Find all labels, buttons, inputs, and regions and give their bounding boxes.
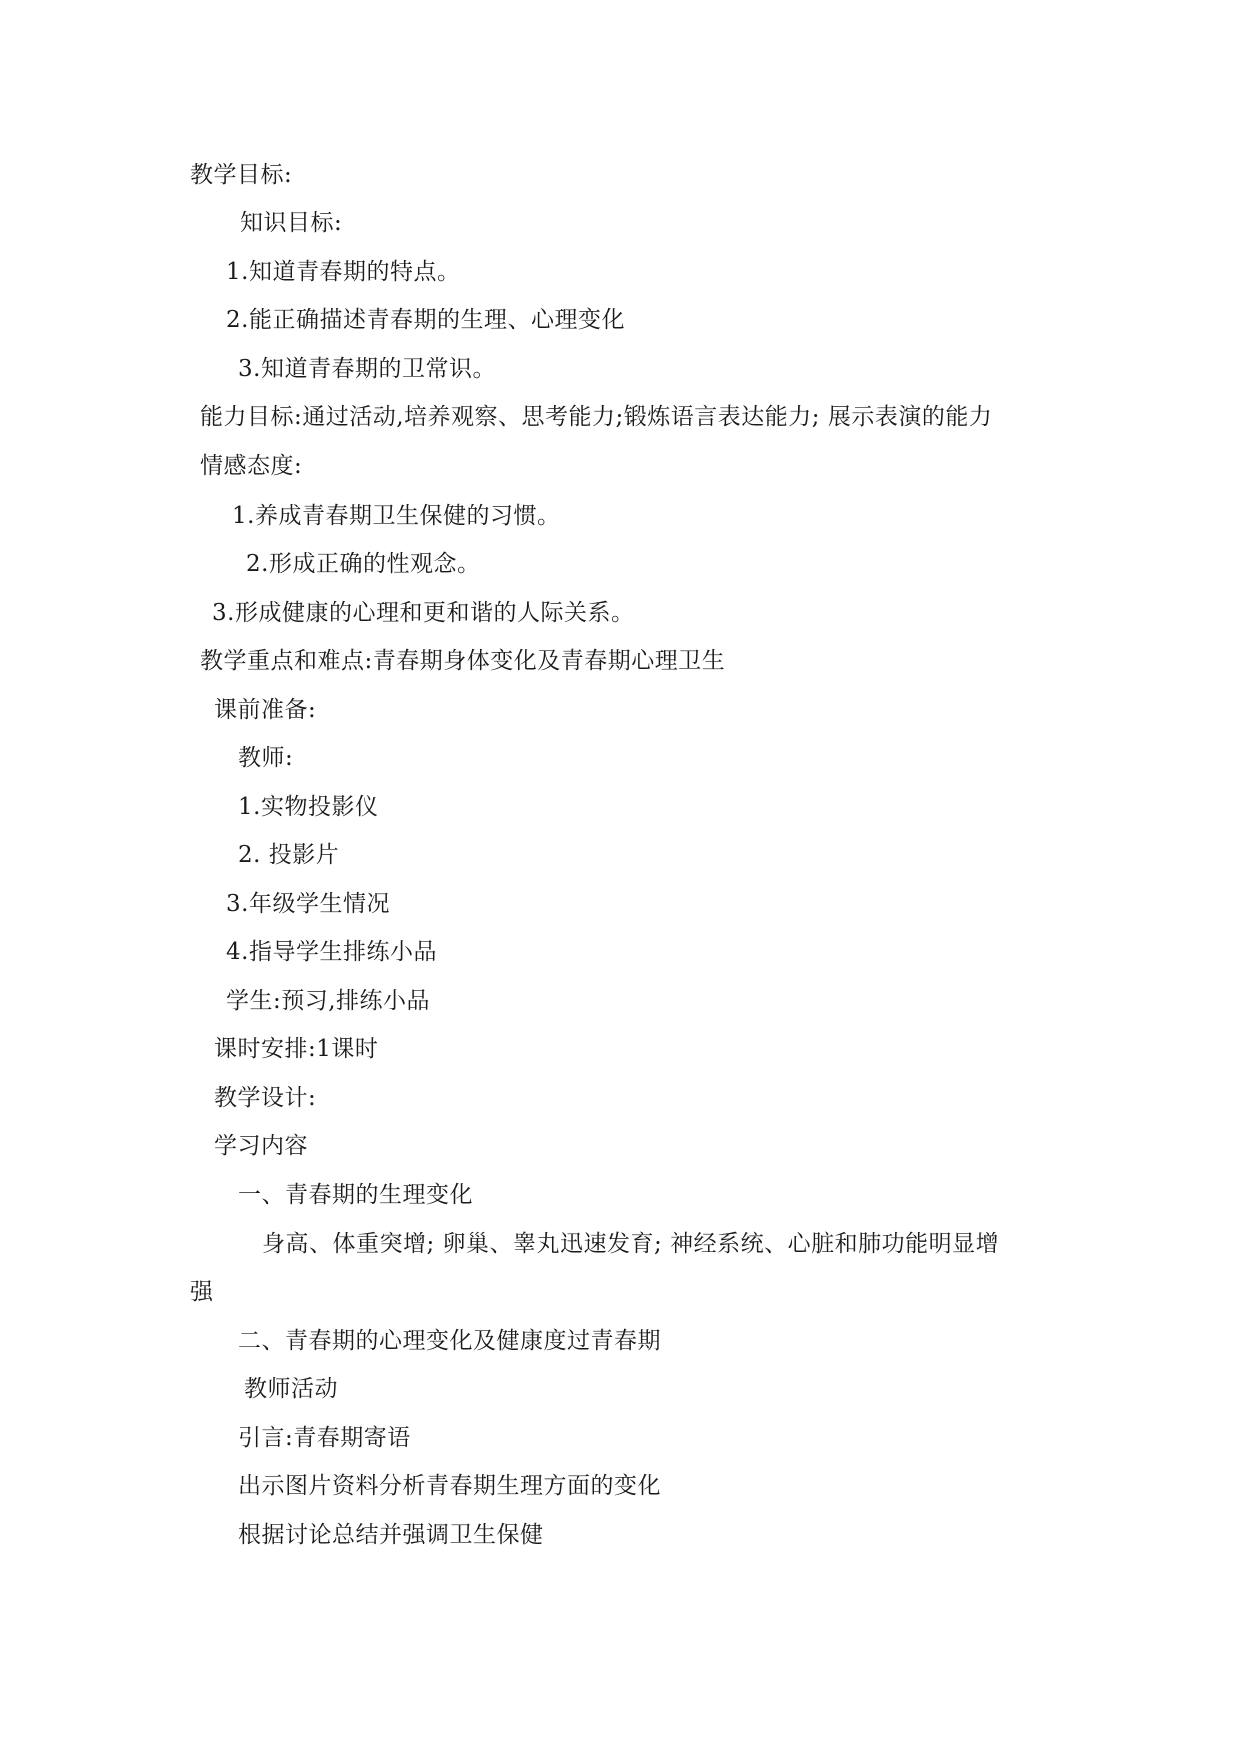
heading-teaching-goals: 教学目标: [190, 162, 293, 188]
section-heading-psychological: 二、青春期的心理变化及健康度过青春期 [238, 1328, 661, 1354]
paragraph-show-pictures: 出示图片资料分析青春期生理方面的变化 [238, 1473, 661, 1499]
list-item: 2. 投影片 [238, 842, 340, 868]
paragraph-physiological: 身高、体重突增; 卵巢、睾丸迅速发育; 神经系统、心脏和肺功能明显增 [262, 1231, 1000, 1257]
paragraph-schedule: 课时安排:1课时 [214, 1036, 379, 1062]
heading-learning-content: 学习内容 [214, 1133, 308, 1159]
paragraph-introduction: 引言:青春期寄语 [238, 1425, 411, 1451]
paragraph-key-points: 教学重点和难点:青春期身体变化及青春期心理卫生 [200, 648, 726, 674]
list-item: 2.形成正确的性观念。 [246, 551, 481, 577]
heading-teaching-design: 教学设计: [214, 1085, 317, 1111]
paragraph-students: 学生:预习,排练小品 [226, 988, 431, 1014]
heading-preparation: 课前准备: [214, 697, 317, 723]
list-item: 1.养成青春期卫生保健的习惯。 [232, 503, 561, 529]
list-item: 4.指导学生排练小品 [226, 939, 437, 965]
section-heading-physiological: 一、青春期的生理变化 [238, 1182, 473, 1208]
heading-teacher-activity: 教师活动 [244, 1376, 338, 1402]
heading-emotion-attitude: 情感态度: [200, 453, 303, 479]
list-item: 1.实物投影仪 [238, 794, 379, 820]
list-item: 3.年级学生情况 [226, 891, 390, 917]
heading-knowledge-goals: 知识目标: [240, 210, 343, 236]
paragraph-ability-goals: 能力目标:通过活动,培养观察、思考能力;锻炼语言表达能力; 展示表演的能力 [200, 404, 993, 430]
paragraph-summary: 根据讨论总结并强调卫生保健 [238, 1522, 544, 1548]
list-item: 3.知道青春期的卫常识。 [238, 356, 496, 382]
list-item: 2.能正确描述青春期的生理、心理变化 [226, 307, 625, 333]
heading-teacher: 教师: [238, 745, 294, 771]
paragraph-physiological-wrap: 强 [190, 1279, 214, 1305]
list-item: 1.知道青春期的特点。 [226, 259, 461, 285]
list-item: 3.形成健康的心理和更和谐的人际关系。 [212, 600, 635, 626]
